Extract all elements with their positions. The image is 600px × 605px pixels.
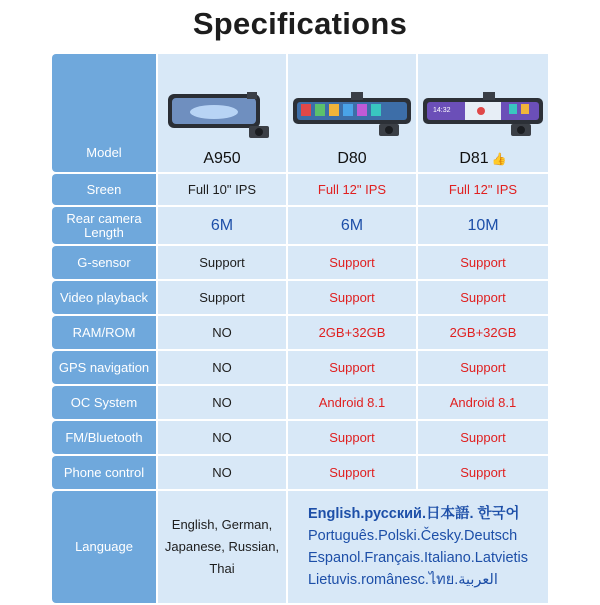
value-d80: Support: [288, 351, 416, 384]
spec-row-fm-bluetooth: [52, 421, 548, 454]
model-name-a950: A950: [203, 150, 241, 167]
value-d81: 10M: [418, 207, 548, 244]
row-label: Phone control: [52, 456, 156, 489]
row-label: Video playback: [52, 281, 156, 314]
value-a950: Full 10" IPS: [158, 174, 286, 205]
language-line: Espanol.Français.Italiano.Latvietis: [307, 550, 529, 566]
value-d80: Support: [288, 246, 416, 279]
value-d80: Full 12" IPS: [288, 174, 416, 205]
value-d81: Full 12" IPS: [418, 174, 548, 205]
value-language-list: [288, 491, 548, 603]
a950-mirror-image: [163, 92, 281, 142]
header-row: [52, 54, 548, 172]
model-header-label: [52, 54, 156, 172]
spec-table: [52, 54, 548, 605]
spec-row-screen: [52, 174, 548, 205]
language-line: English.русский.日本語. 한국어: [307, 506, 520, 522]
value-d80: Android 8.1: [288, 386, 416, 419]
spec-row-language: [52, 491, 548, 603]
value-d80: 2GB+32GB: [288, 316, 416, 349]
language-line: Português.Polski.Česky.Deutsch: [307, 528, 518, 544]
value-d80: Support: [288, 456, 416, 489]
value-a950: Support: [158, 281, 286, 314]
model-a950-cell: [158, 54, 286, 172]
row-label: Rear camera Length: [52, 207, 156, 244]
language-list: [304, 503, 532, 591]
spec-row-phone-control: [52, 456, 548, 489]
value-a950: NO: [158, 421, 286, 454]
model-label-text: Model: [86, 145, 122, 160]
value-a950: NO: [158, 316, 286, 349]
value-d81: Support: [418, 456, 548, 489]
value-d80: 6M: [288, 207, 416, 244]
row-label: Sreen: [52, 174, 156, 205]
value-a950: NO: [158, 351, 286, 384]
row-label: FM/Bluetooth: [52, 421, 156, 454]
spec-row-gps: [52, 351, 548, 384]
value-d81: Android 8.1: [418, 386, 548, 419]
value-a950: NO: [158, 386, 286, 419]
d80-mirror-image: [291, 92, 413, 142]
spec-row-rear-camera: [52, 207, 548, 244]
value-d81: Support: [418, 246, 548, 279]
language-line: Lietuvis.românesc.ไทย.العربية: [307, 572, 498, 588]
row-label: OC System: [52, 386, 156, 419]
row-label: G-sensor: [52, 246, 156, 279]
spec-row-video-playback: [52, 281, 548, 314]
value-a950: English, German, Japanese, Russian, Thai: [158, 491, 286, 603]
thumbs-up-icon: 👍: [491, 152, 507, 166]
page-title: Specifications: [192, 6, 408, 41]
d81-mirror-image: [421, 92, 545, 142]
model-name-d81: D81 👍: [459, 150, 507, 167]
model-d81-cell: [418, 54, 548, 172]
spec-row-g-sensor: [52, 246, 548, 279]
value-d81: Support: [418, 281, 548, 314]
row-label: GPS navigation: [52, 351, 156, 384]
value-d81: Support: [418, 421, 548, 454]
spec-row-ram-rom: [52, 316, 548, 349]
row-label: RAM/ROM: [52, 316, 156, 349]
value-d80: Support: [288, 421, 416, 454]
value-d81: Support: [418, 351, 548, 384]
row-label: Language: [52, 491, 156, 603]
value-a950: Support: [158, 246, 286, 279]
value-d81: 2GB+32GB: [418, 316, 548, 349]
model-d80-cell: [288, 54, 416, 172]
spec-row-os: [52, 386, 548, 419]
value-a950: 6M: [158, 207, 286, 244]
value-a950: NO: [158, 456, 286, 489]
model-name-d80: D80: [337, 150, 367, 167]
d81-screen-time: 14:32: [433, 107, 451, 114]
value-d80: Support: [288, 281, 416, 314]
